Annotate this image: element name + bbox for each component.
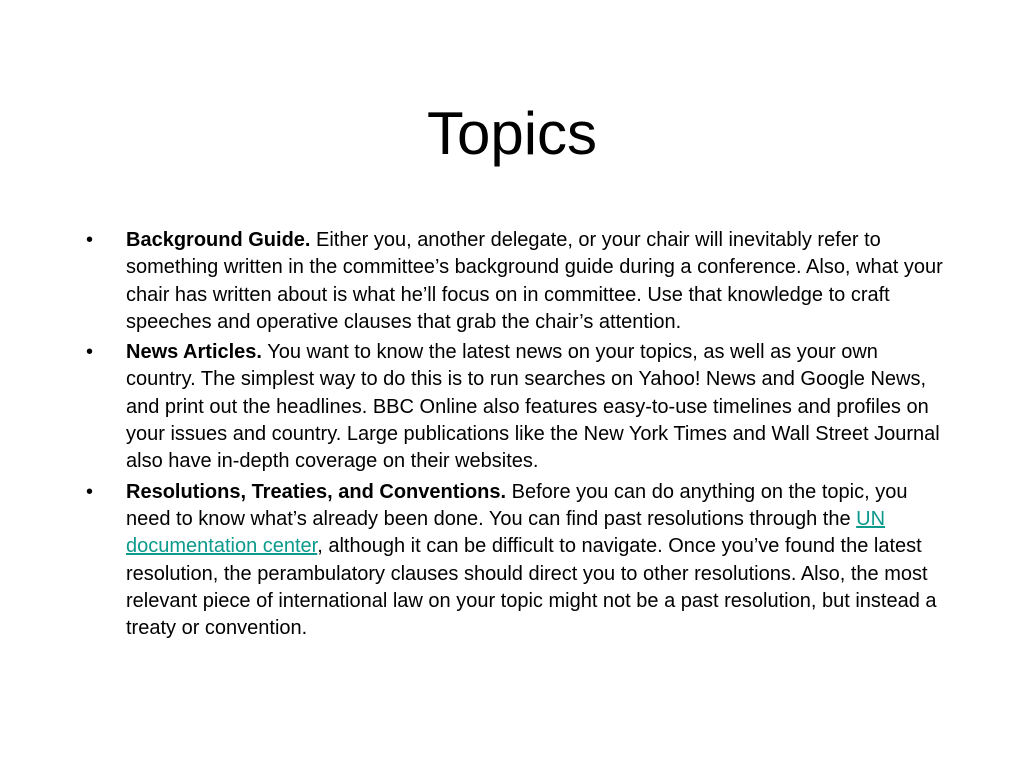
bullet-marker: • [86,229,94,251]
slide-title: Topics [426,100,598,167]
bullet-item-background-guide [86,227,946,336]
bullet-marker: • [86,341,94,364]
bullet-lead: Resolutions, Treaties, and Conventions. [126,480,507,503]
bullet-text: Either you, another delegate, or your chair will inevitably refer to something written in the committee’s background guide during a conference. Also, what your chair has written about is what he’ll focus on in committee. Use that knowledge to craft speeches and operative clauses that grab the chair’s attention. [126,229,943,333]
un-documentation-center-link[interactable]: UN documentation center [126,507,886,558]
bullet-list [86,227,946,645]
bullet-marker: • [86,480,94,503]
bullet-item-news-articles [86,339,946,475]
bullet-lead: Background Guide. [126,229,311,251]
bullet-lead: News Articles. [126,341,262,364]
bullet-text: You want to know the latest news on your topics, as well as your own country. The simplest way to do this is to run searches on Yahoo! News and Google News, and print out the headlines. BBC Online also features easy-to-use timelines and profiles on your issues and country. Large publications like the New York Times and Wall Street Journal also have in-depth coverage on their websites. [126,341,940,473]
bullet-text-after-link: , although it can be difficult to navigate. Once you’ve found the latest resolution, the perambulatory clauses should direct you to other resolutions. Also, the most relevant piece of international law on your topic might not be a past resolution, but instead a treaty or convention. [126,535,937,640]
bullet-text-before-link: Before you can do anything on the topic, you need to know what’s already been done. You can find past resolutions through the [126,480,908,530]
bullet-item-resolutions [86,479,946,643]
